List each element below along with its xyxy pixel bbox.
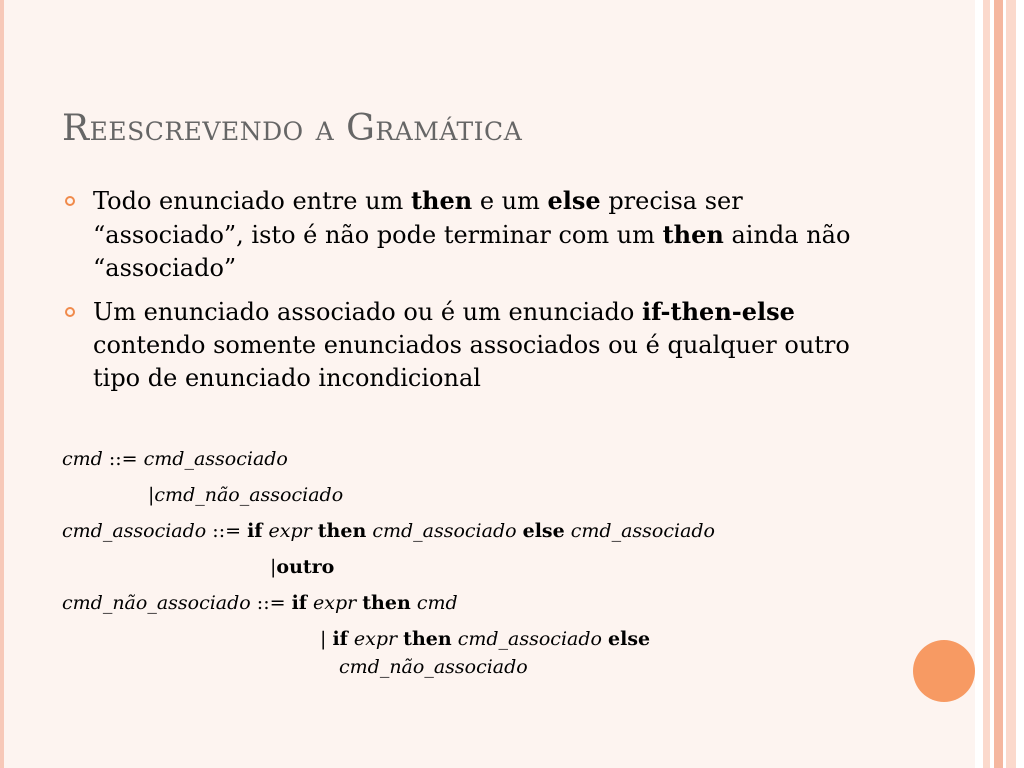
grammar-alternative xyxy=(148,482,343,508)
bullet-text-bold: then xyxy=(410,186,473,215)
bullet-text-bold: then xyxy=(662,220,724,249)
production-operator: ::= xyxy=(102,448,144,470)
decorative-orange-circle xyxy=(913,640,975,702)
keyword: outro xyxy=(276,556,335,578)
production-operator: ::= xyxy=(206,520,248,542)
bullet-text-normal: precisa ser “associado”, isto é não pode terminar com um xyxy=(93,187,743,249)
grammar-continuation xyxy=(339,654,528,680)
bullet-item xyxy=(62,295,882,395)
grammar-alternative xyxy=(270,554,334,580)
keyword: if xyxy=(291,592,307,614)
nonterminal: cmd_associado xyxy=(372,520,517,542)
bullet-text-normal: ainda não “associado” xyxy=(93,221,851,282)
bullet-list xyxy=(62,184,882,405)
grammar-alternative xyxy=(320,626,650,652)
bullet-text-normal: e um xyxy=(472,187,548,215)
nonterminal: cmd_não_associado xyxy=(62,592,251,614)
right-decorative-stripe xyxy=(1016,0,1024,768)
grammar-rule-cmd-associado xyxy=(62,518,715,544)
keyword: else xyxy=(522,520,565,542)
right-decorative-stripe xyxy=(975,0,983,768)
left-border-accent xyxy=(0,0,4,768)
nonterminal: cmd_associado xyxy=(457,628,602,650)
keyword: then xyxy=(362,592,411,614)
grammar-rule-cmd xyxy=(62,446,288,472)
nonterminal: cmd xyxy=(416,592,458,614)
slide-title: Reescrevendo a Gramática xyxy=(62,108,523,149)
keyword: then xyxy=(317,520,367,542)
nonterminal: cmd_não_associado xyxy=(339,656,528,678)
nonterminal: cmd_associado xyxy=(62,520,207,542)
nonterminal: cmd xyxy=(62,448,103,470)
bullet-text-normal: Um enunciado associado ou é um enunciado xyxy=(93,298,642,326)
bullet-text-bold: if-then-else xyxy=(641,297,795,326)
nonterminal: cmd_não_associado xyxy=(154,484,344,506)
bullet-item xyxy=(62,184,882,285)
bullet-text-bold: else xyxy=(547,186,601,215)
bullet-circle-icon xyxy=(65,196,75,206)
alternative-bar: | xyxy=(148,484,155,506)
keyword: if xyxy=(332,628,348,650)
production-operator: ::= xyxy=(250,592,292,614)
alternative-bar: | xyxy=(320,628,333,650)
nonterminal: cmd_associado xyxy=(143,448,288,470)
right-decorative-stripe xyxy=(994,0,1003,768)
bullet-circle-icon xyxy=(65,307,75,317)
nonterminal: expr xyxy=(353,628,398,650)
nonterminal: expr xyxy=(268,520,312,542)
right-decorative-stripe xyxy=(983,0,990,768)
alternative-bar: | xyxy=(270,556,277,578)
bullet-text-normal: contendo somente enunciados associados ou é qualquer outro tipo de enunciado incondicional xyxy=(93,331,850,392)
keyword: else xyxy=(608,628,651,650)
grammar-rule-cmd-nao-associado xyxy=(62,590,458,616)
keyword: then xyxy=(403,628,452,650)
right-decorative-stripe xyxy=(1006,0,1016,768)
keyword: if xyxy=(247,520,263,542)
nonterminal: expr xyxy=(313,592,357,614)
nonterminal: cmd_associado xyxy=(570,520,716,542)
bullet-text-normal: Todo enunciado entre um xyxy=(93,187,411,215)
